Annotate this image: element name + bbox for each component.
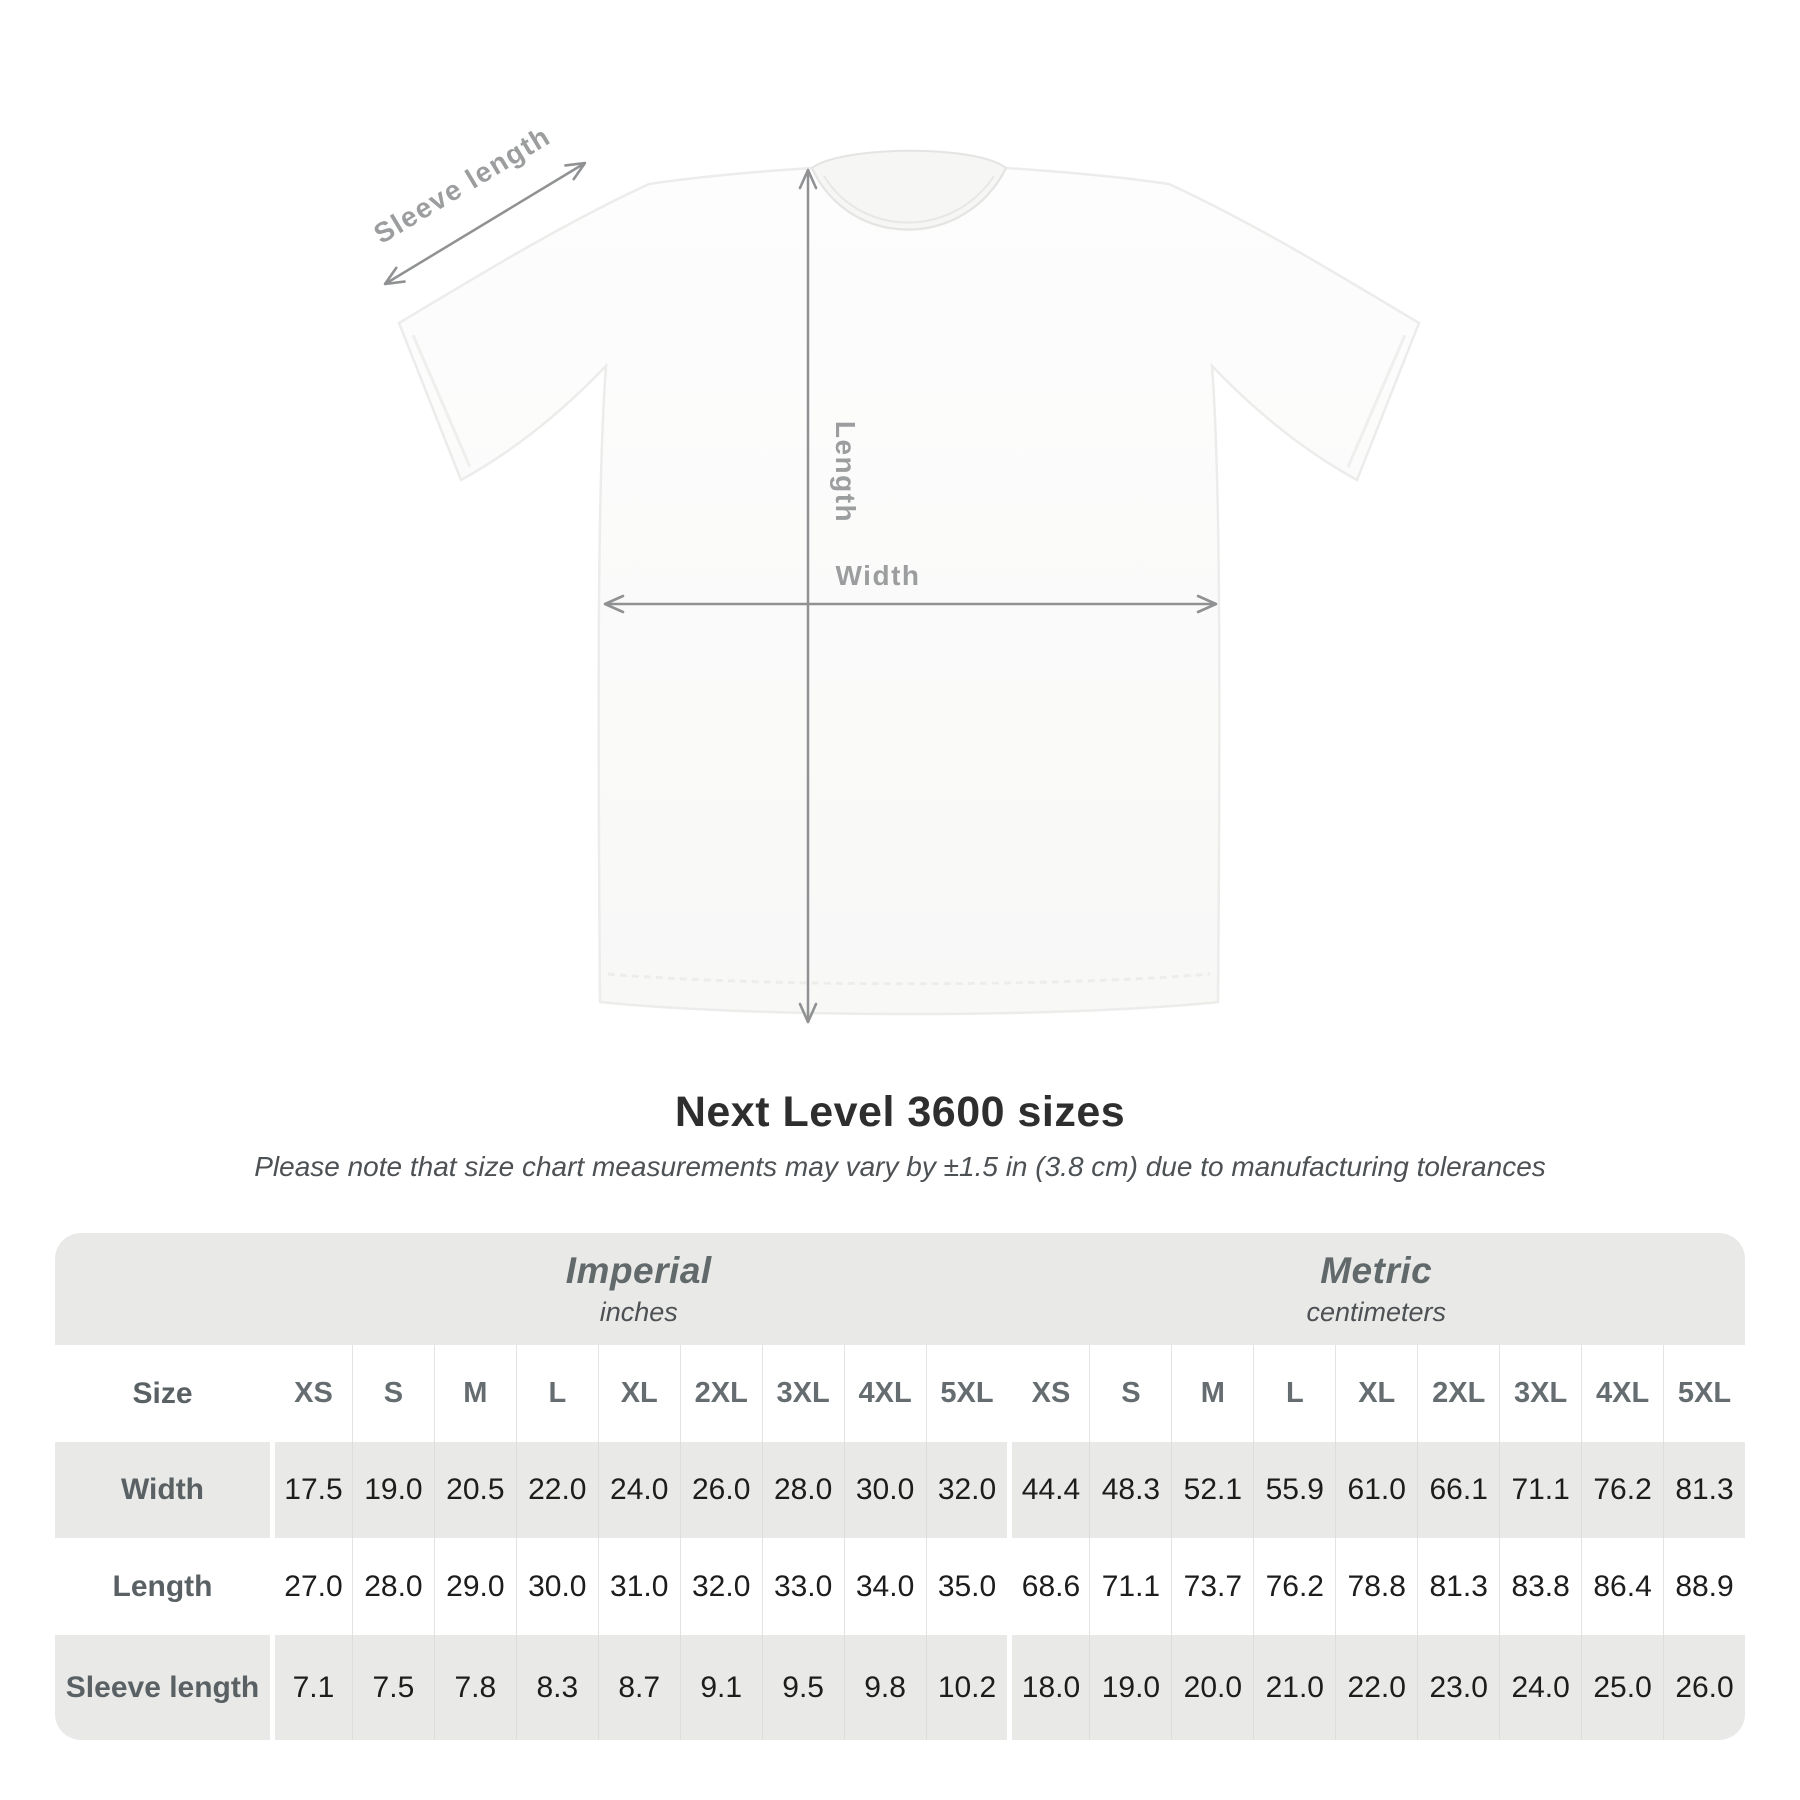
size-value-cell: 28.0 (762, 1442, 844, 1538)
size-value-cell: 8.3 (516, 1635, 598, 1740)
metric-group-header (1007, 1233, 1745, 1345)
size-value-cell: 32.0 (926, 1442, 1008, 1538)
size-value-cell: 9.5 (762, 1635, 844, 1740)
size-value-cell: 26.0 (680, 1442, 762, 1538)
table-corner-spacer (55, 1233, 270, 1345)
size-col-header: S (1089, 1345, 1171, 1442)
size-value-cell: 7.8 (434, 1635, 516, 1740)
size-value-cell: 81.3 (1663, 1442, 1745, 1538)
row-label: Sleeve length (65, 1670, 260, 1704)
size-col-header: S (352, 1345, 434, 1442)
size-col-header: 4XL (844, 1345, 926, 1442)
size-col-header: XS (1007, 1345, 1089, 1442)
size-value-cell: 48.3 (1089, 1442, 1171, 1538)
size-value-cell: 30.0 (844, 1442, 926, 1538)
size-value-cell: 20.0 (1171, 1635, 1253, 1740)
size-col-header: XL (1335, 1345, 1417, 1442)
width-label: Width (835, 560, 921, 591)
size-value-cell: 21.0 (1253, 1635, 1335, 1740)
size-col-header: L (516, 1345, 598, 1442)
size-value-cell: 33.0 (762, 1538, 844, 1635)
imperial-group-header (270, 1233, 1007, 1345)
size-value-cell: 25.0 (1581, 1635, 1663, 1740)
size-value-cell: 28.0 (352, 1538, 434, 1635)
size-value-cell: 86.4 (1581, 1538, 1663, 1635)
size-value-cell: 76.2 (1253, 1538, 1335, 1635)
size-value-cell: 76.2 (1581, 1442, 1663, 1538)
size-col-header: 5XL (926, 1345, 1008, 1442)
size-value-cell: 24.0 (1499, 1635, 1581, 1740)
size-value-cell: 73.7 (1171, 1538, 1253, 1635)
size-col-header: M (434, 1345, 516, 1442)
size-value-cell: 26.0 (1663, 1635, 1745, 1740)
size-value-cell: 9.1 (680, 1635, 762, 1740)
size-col-header: 2XL (1417, 1345, 1499, 1442)
page-title: Next Level 3600 sizes (674, 1088, 1126, 1136)
size-value-cell: 44.4 (1007, 1442, 1089, 1538)
size-value-cell: 35.0 (926, 1538, 1008, 1635)
size-value-cell: 52.1 (1171, 1442, 1253, 1538)
metric-label: Metric (1320, 1250, 1433, 1291)
size-col-header: L (1253, 1345, 1335, 1442)
size-value-cell: 19.0 (352, 1442, 434, 1538)
size-value-cell: 20.5 (434, 1442, 516, 1538)
size-value-cell: 17.5 (270, 1442, 352, 1538)
size-value-cell: 32.0 (680, 1538, 762, 1635)
size-col-header: XL (598, 1345, 680, 1442)
imperial-units-label: inches (599, 1297, 678, 1327)
size-value-cell: 18.0 (1007, 1635, 1089, 1740)
size-col-header: 4XL (1581, 1345, 1663, 1442)
size-value-cell: 88.9 (1663, 1538, 1745, 1635)
size-value-cell: 83.8 (1499, 1538, 1581, 1635)
size-col-header: 3XL (762, 1345, 844, 1442)
size-value-cell: 34.0 (844, 1538, 926, 1635)
caption (0, 1088, 1800, 1183)
sleeve-length-label: Sleeve length (368, 120, 556, 250)
size-value-cell: 71.1 (1499, 1442, 1581, 1538)
size-value-cell: 78.8 (1335, 1538, 1417, 1635)
size-col-header: XS (270, 1345, 352, 1442)
size-value-cell: 66.1 (1417, 1442, 1499, 1538)
size-value-cell: 23.0 (1417, 1635, 1499, 1740)
size-value-cell: 81.3 (1417, 1538, 1499, 1635)
size-value-cell: 7.1 (270, 1635, 352, 1740)
length-label: Length (830, 420, 861, 524)
size-value-cell: 55.9 (1253, 1442, 1335, 1538)
size-col-header: 3XL (1499, 1345, 1581, 1442)
size-col-header: 5XL (1663, 1345, 1745, 1442)
imperial-label: Imperial (565, 1250, 712, 1291)
size-value-cell: 71.1 (1089, 1538, 1171, 1635)
row-label: Width (120, 1473, 205, 1506)
size-value-cell: 61.0 (1335, 1442, 1417, 1538)
tolerance-note: Please note that size chart measurements may vary by ±1.5 in (3.8 cm) due to manufacturing tolerances (254, 1151, 1546, 1182)
size-col-header: 2XL (680, 1345, 762, 1442)
size-value-cell: 8.7 (598, 1635, 680, 1740)
size-value-cell: 68.6 (1007, 1538, 1089, 1635)
row-label: Length (55, 1538, 270, 1635)
size-value-cell: 7.5 (352, 1635, 434, 1740)
metric-units-label: centimeters (1306, 1297, 1447, 1327)
size-value-cell: 19.0 (1089, 1635, 1171, 1740)
size-table (55, 1233, 1745, 1740)
size-value-cell: 22.0 (516, 1442, 598, 1538)
size-corner-label: Size (55, 1345, 270, 1442)
size-value-cell: 22.0 (1335, 1635, 1417, 1740)
size-value-cell: 30.0 (516, 1538, 598, 1635)
size-value-cell: 31.0 (598, 1538, 680, 1635)
size-value-cell: 27.0 (270, 1538, 352, 1635)
size-value-cell: 9.8 (844, 1635, 926, 1740)
size-col-header: M (1171, 1345, 1253, 1442)
size-value-cell: 29.0 (434, 1538, 516, 1635)
size-value-cell: 10.2 (926, 1635, 1008, 1740)
size-value-cell: 24.0 (598, 1442, 680, 1538)
